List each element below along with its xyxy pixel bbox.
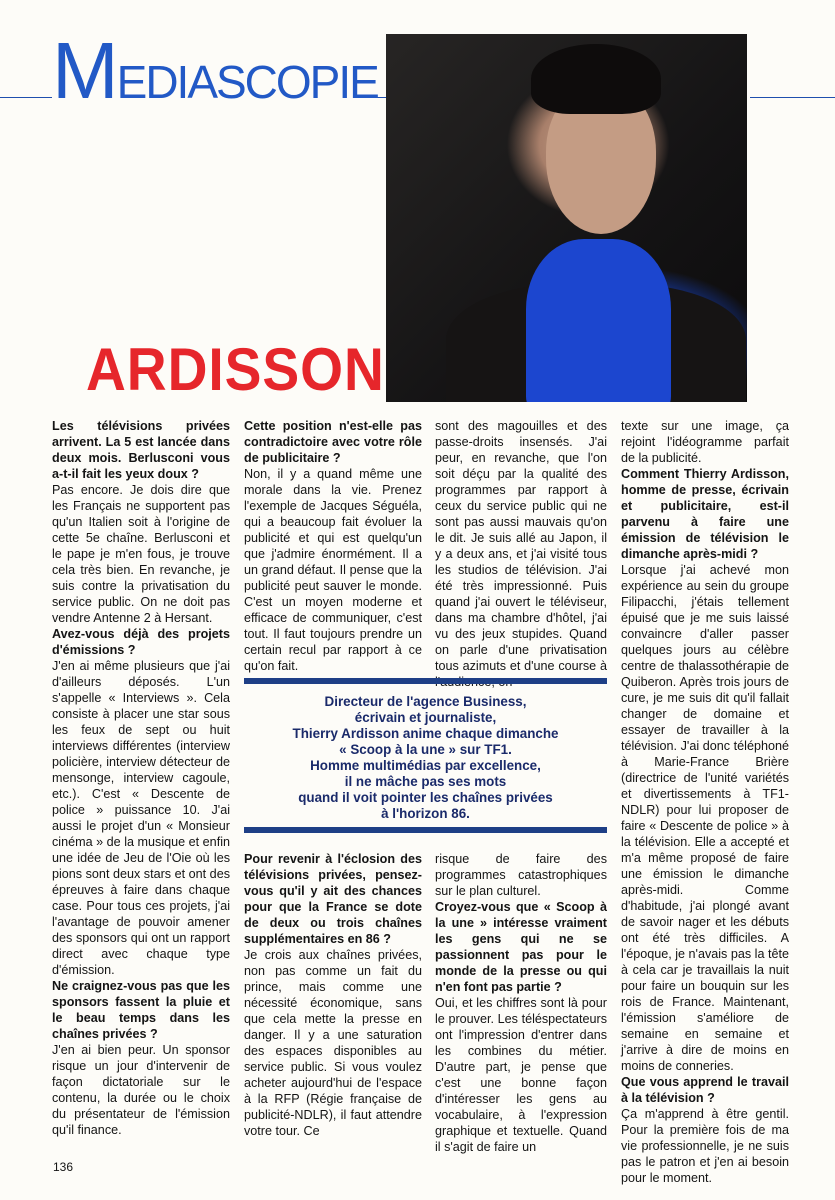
- column-2-top: [244, 418, 422, 674]
- interview-question: Ne craignez-vous pas que les sponsors fassent la pluie et le beau temps dans les chaînes privées ?: [52, 979, 230, 1041]
- photo-shirt: [526, 239, 671, 402]
- intro-box-line: écrivain et journaliste,: [354, 710, 497, 725]
- photo-hair: [531, 44, 661, 114]
- interview-answer: Non, il y a quand même une morale dans la vie. Prenez l'exemple de Jacques Séguéla, qui a beaucoup fait évoluer la publicité et qui est quelqu'un que j'admire énormément. Il a un grand défaut. Il pense que la publicité peut sauver le monde. C'est un moyen moderne et efficace de communiquer, c'est tout. Il faut toujours prendre un certain recul par rapport à ce qu'on fait.: [244, 467, 422, 673]
- intro-box-top-bar: [244, 678, 607, 684]
- intro-box-line: à l'horizon 86.: [381, 806, 470, 821]
- interview-answer: Pas encore. Je dois dire que les Français ne supportent pas qu'un Italien soit à l'origine de cette 5e chaîne. Berlusconi et le pape je m'en fous, je trouve cela très bien. En revanche, je suis contre la privatisation du service public. On ne doit pas vendre Antenne 2 à Hersant.: [52, 483, 230, 625]
- interview-answer: Je crois aux chaînes privées, non pas comme un fait du prince, mais comme une nécessité économique, sans que cela mette la presse en danger. Il y a une saturation des espaces disponibles au service public. Si vous voulez acheter aujourd'hui de l'espace à la RFP (Régie française de publicité-NDLR), il faut attendre votre tour. Ce: [244, 948, 422, 1138]
- interview-answer: texte sur une image, ça rejoint l'idéogramme parfait de la publicité.: [621, 419, 789, 465]
- intro-box-bottom-bar: [244, 827, 607, 833]
- column-3-top: [435, 418, 607, 690]
- intro-box: [244, 678, 607, 833]
- masthead-rest: EDIASCOPIE: [116, 56, 378, 108]
- interview-question: Que vous apprend le travail à la télévision ?: [621, 1075, 789, 1105]
- interview-question: Cette position n'est-elle pas contradictoire avec votre rôle de publicitaire ?: [244, 419, 422, 465]
- interview-question: Les télévisions privées arrivent. La 5 est lancée dans deux mois. Berlusconi vous a-t-il fait les yeux doux ?: [52, 419, 230, 481]
- intro-box-line: Homme multimédias par excellence,: [310, 758, 541, 773]
- interview-answer: Lorsque j'ai achevé mon expérience au sein du groupe Filipacchi, j'étais tellement épuisé que je me suis laissé convaincre d'aller passer quelques jours au célèbre centre de thalassothérapie de Quiberon. Après trois jours de cure, je me suis dit qu'il fallait changer de domaine et essayer de travailler à la télévision. J'ai donc téléphoné à Marie-France Brière (directrice de l'unité variétés et divertissements à TF1-NDLR) pour lui proposer de faire « Descente de police » à la télévision. Elle a accepté et m'a même proposé de faire une émission le dimanche après-midi. Comme d'habitude, j'ai plongé avant de savoir nager et les débuts ont été très difficiles. A l'époque, je n'avais pas la tête à cela car je travaillais la nuit pour faire un bouquin sur les rois de France. Maintenant, l'émission s'améliore de semaine en semaine et j'arrive à dire de moins en moins de conneries.: [621, 563, 789, 1073]
- section-masthead: [52, 26, 378, 115]
- intro-box-line: « Scoop à la une » sur TF1.: [339, 742, 512, 757]
- interview-answer: sont des magouilles et des passe-droits insensés. J'ai peur, en revanche, que l'on soit déçu par la qualité des programmes par rapport à ceux du service public qui ne sont pas aussi mauvais qu'on le dit. Je suis allé au Japon, il y a deux ans, et j'ai visité tous les studios de télévision. J'ai été très impressionné. Puis quand j'ai ouvert le téléviseur, dans ma chambre d'hôtel, j'ai vu des jeux stupides. Quand on parle d'une privatisation tous azimuts et d'une course à: [435, 419, 607, 673]
- interview-answer: J'en ai même plusieurs que j'ai d'ailleurs déposés. L'un s'appelle « Interviews ». Cela consiste à placer une star sous les feux de sept ou huit interviews différentes (interview policière, interview détecteur de mensonge, interview cagoule, etc.). C'est « Descente de police » puissance 10. J'ai aussi le projet d'un « Monsieur cinéma » de la musique et enfin une idée de Jeu de l'Oie où les pions sont deux stars et ont des épreuves à faire dans chaque case. Pour tous ces projets, j'ai l'avantage de pouvoir amener des sponsors qui ont un rapport direct avec chaque type d'émission.: [52, 659, 230, 977]
- intro-box-text: [244, 694, 607, 822]
- intro-box-line: Thierry Ardisson anime chaque dimanche: [292, 726, 559, 741]
- interview-answer: Ça m'apprend à être gentil. Pour la première fois de ma vie professionnelle, je ne suis pas le patron et j'en ai besoin pour le moment.: [621, 1107, 789, 1185]
- column-3-bottom: [435, 851, 607, 1155]
- portrait-photo: [386, 34, 747, 402]
- header-rule-right: [750, 97, 835, 98]
- column-1: [52, 418, 230, 1138]
- header-rule-left: [0, 97, 52, 98]
- page-number: 136: [53, 1160, 74, 1174]
- interview-question: Avez-vous déjà des projets d'émissions ?: [52, 627, 230, 657]
- interview-answer: risque de faire des programmes catastrophiques sur le plan culturel.: [435, 852, 607, 898]
- intro-box-line: Directeur de l'agence Business,: [324, 694, 527, 709]
- interview-question: Pour revenir à l'éclosion des télévisions privées, pensez-vous qu'il y ait des chances pour que la France se dote de deux ou trois chaînes supplémentaires en 86 ?: [244, 852, 422, 946]
- interview-question: Comment Thierry Ardisson, homme de presse, écrivain et publicitaire, est-il parvenu à faire une émission de télévision le dimanche après-midi ?: [621, 467, 789, 561]
- intro-box-line: il ne mâche pas ses mots: [344, 774, 507, 789]
- interview-question: Croyez-vous que « Scoop à la une » intéresse vraiment les gens qui ne se passionnent pas pour le monde de la presse ou qui n'en font pas partie ?: [435, 900, 607, 994]
- interview-answer: J'en ai bien peur. Un sponsor risque un jour d'intervenir de façon dictatoriale sur le contenu, la durée ou le choix du présentateur de l'émission qu'il finance.: [52, 1043, 230, 1137]
- interview-answer: Oui, et les chiffres sont là pour le prouver. Les téléspectateurs ont l'impression d'entrer dans les combines du métier. D'autre part, je pense que c'est une bonne façon d'intéresser les gens au vocabulaire, à l'expression graphique et textuelle. Quand il s'agit de faire un: [435, 996, 607, 1154]
- intro-box-line: quand il voit pointer les chaînes privées: [298, 790, 553, 805]
- column-4: [621, 418, 789, 1186]
- masthead-initial: M: [52, 26, 117, 115]
- article-title: ARDISSON: [86, 336, 385, 403]
- column-2-bottom: [244, 851, 422, 1139]
